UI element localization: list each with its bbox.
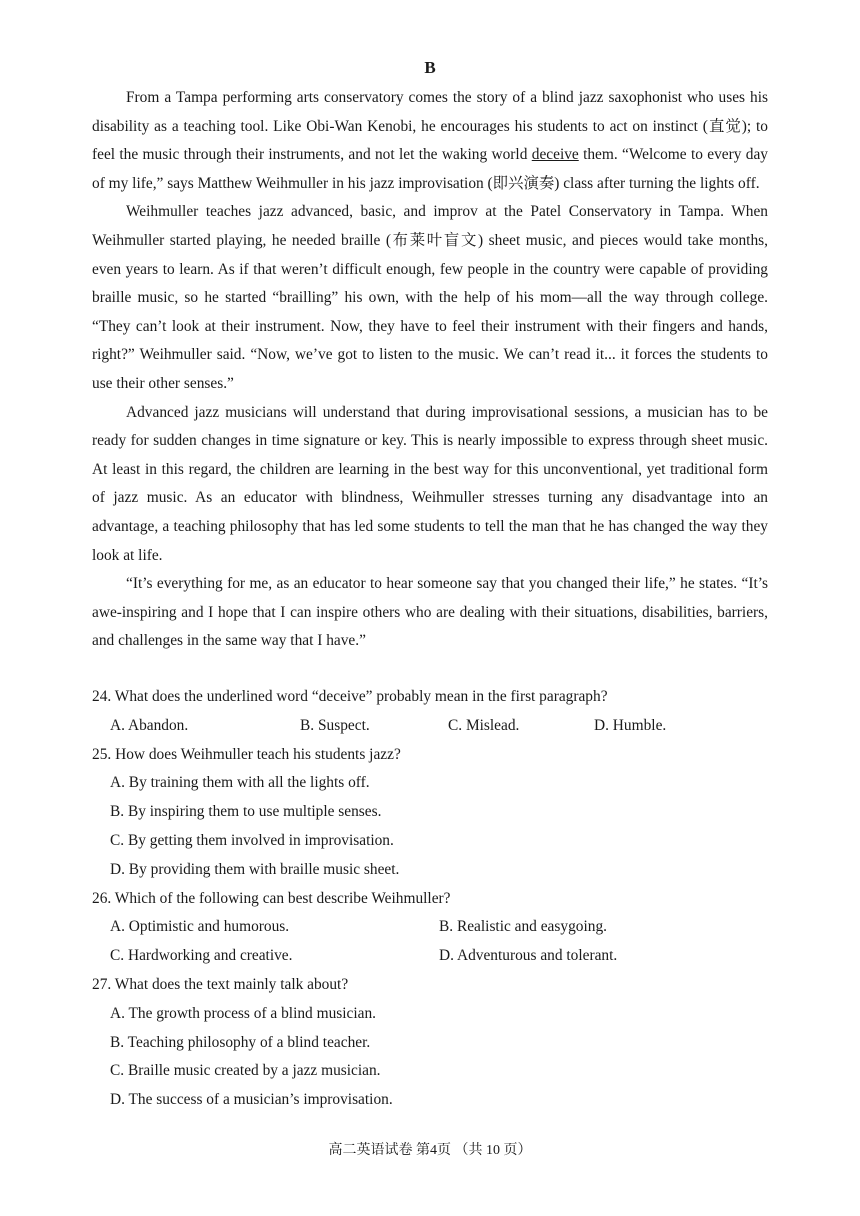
option-d: D. Adventurous and tolerant. bbox=[439, 947, 618, 965]
paragraph-1-text-a: From a Tampa performing arts conservatory comes the story of a blind jazz saxophonist who uses his disability as a teaching tool. Like Obi-Wan Kenobi, he encourages his students to act on instinct (直觉); to feel the music through their instruments, and not let the waking world bbox=[92, 89, 768, 164]
underlined-word: deceive bbox=[531, 146, 579, 164]
option-d: D. The success of a musician’s improvisation. bbox=[110, 1091, 393, 1109]
paragraph-2: Weihmuller teaches jazz advanced, basic, and improv at the Patel Conservatory in Tampa. When Weihmuller started playing, he needed braille (布莱叶盲文) sheet music, and pieces would take months, even years to learn. As if that weren’t difficult enough, few people in the country were capable of providing braille music, so he started “brailling” his own, with the help of his mom—all the way through college. “They can’t look at their instrument. Now, they have to feel their instrument with their fingers and hands, right?” Weihmuller said. “Now, we’ve got to listen to the music. We can’t read it... it forces the students to use their other senses.” bbox=[92, 203, 768, 392]
option-a: A. Abandon. bbox=[110, 716, 189, 734]
option-a: A. Optimistic and humorous. bbox=[110, 918, 290, 936]
option-row bbox=[92, 913, 768, 942]
option-c: C. Braille music created by a jazz musician. bbox=[110, 1062, 381, 1080]
question-stem: 26. Which of the following can best describe Weihmuller? bbox=[92, 889, 451, 907]
question-27 bbox=[92, 971, 768, 1115]
option-b: B. Teaching philosophy of a blind teacher. bbox=[110, 1033, 371, 1051]
question-24 bbox=[92, 683, 768, 741]
option-b: B. Suspect. bbox=[300, 716, 370, 734]
option-c: C. Mislead. bbox=[448, 716, 520, 734]
option-b: B. By inspiring them to use multiple senses. bbox=[110, 803, 382, 821]
paragraph-1-text-b: them. “Welcome to every day of my life,” says Matthew Weihmuller in his jazz improvisation (即兴演奏) class after turning the lights off. bbox=[92, 146, 768, 192]
section-heading: B bbox=[424, 58, 436, 77]
option-a: A. The growth process of a blind musician. bbox=[110, 1004, 377, 1022]
reading-passage bbox=[92, 84, 768, 656]
paragraph-4: “It’s everything for me, as an educator to hear someone say that you changed their life,” he states. “It’s awe-inspiring and I hope that I can inspire others who are dealing with their situations, disabilities, barriers, and challenges in the same way that I have.” bbox=[92, 575, 768, 650]
option-c: C. By getting them involved in improvisation. bbox=[110, 831, 394, 849]
option-row bbox=[92, 712, 768, 741]
question-stem: 25. How does Weihmuller teach his students jazz? bbox=[92, 745, 401, 763]
option-list bbox=[92, 769, 768, 884]
option-c: C. Hardworking and creative. bbox=[110, 947, 293, 965]
option-d: D. By providing them with braille music sheet. bbox=[110, 860, 400, 878]
option-a: A. By training them with all the lights off. bbox=[110, 774, 370, 792]
paragraph-1 bbox=[92, 84, 768, 198]
paragraph-3: Advanced jazz musicians will understand that during improvisational sessions, a musician has to be ready for sudden changes in time signature or key. This is nearly impossible to express through sheet music. At least in this regard, the children are learning in the best way for this unconventional, yet traditional form of jazz music. As an educator with blindness, Weihmuller stresses turning any disadvantage into an advantage, a teaching philosophy that has led some students to tell the man that he has changed the way they look at life. bbox=[92, 403, 768, 564]
question-stem: 27. What does the text mainly talk about? bbox=[92, 975, 349, 993]
question-25 bbox=[92, 741, 768, 885]
question-list bbox=[92, 683, 768, 1115]
option-list bbox=[92, 1000, 768, 1115]
option-b: B. Realistic and easygoing. bbox=[439, 918, 607, 936]
question-26 bbox=[92, 885, 768, 971]
option-row bbox=[92, 942, 768, 971]
option-d: D. Humble. bbox=[594, 716, 667, 734]
page-footer: 高二英语试卷 第4页 （共 10 页） bbox=[328, 1143, 532, 1158]
question-stem: 24. What does the underlined word “deceive” probably mean in the first paragraph? bbox=[92, 688, 608, 705]
